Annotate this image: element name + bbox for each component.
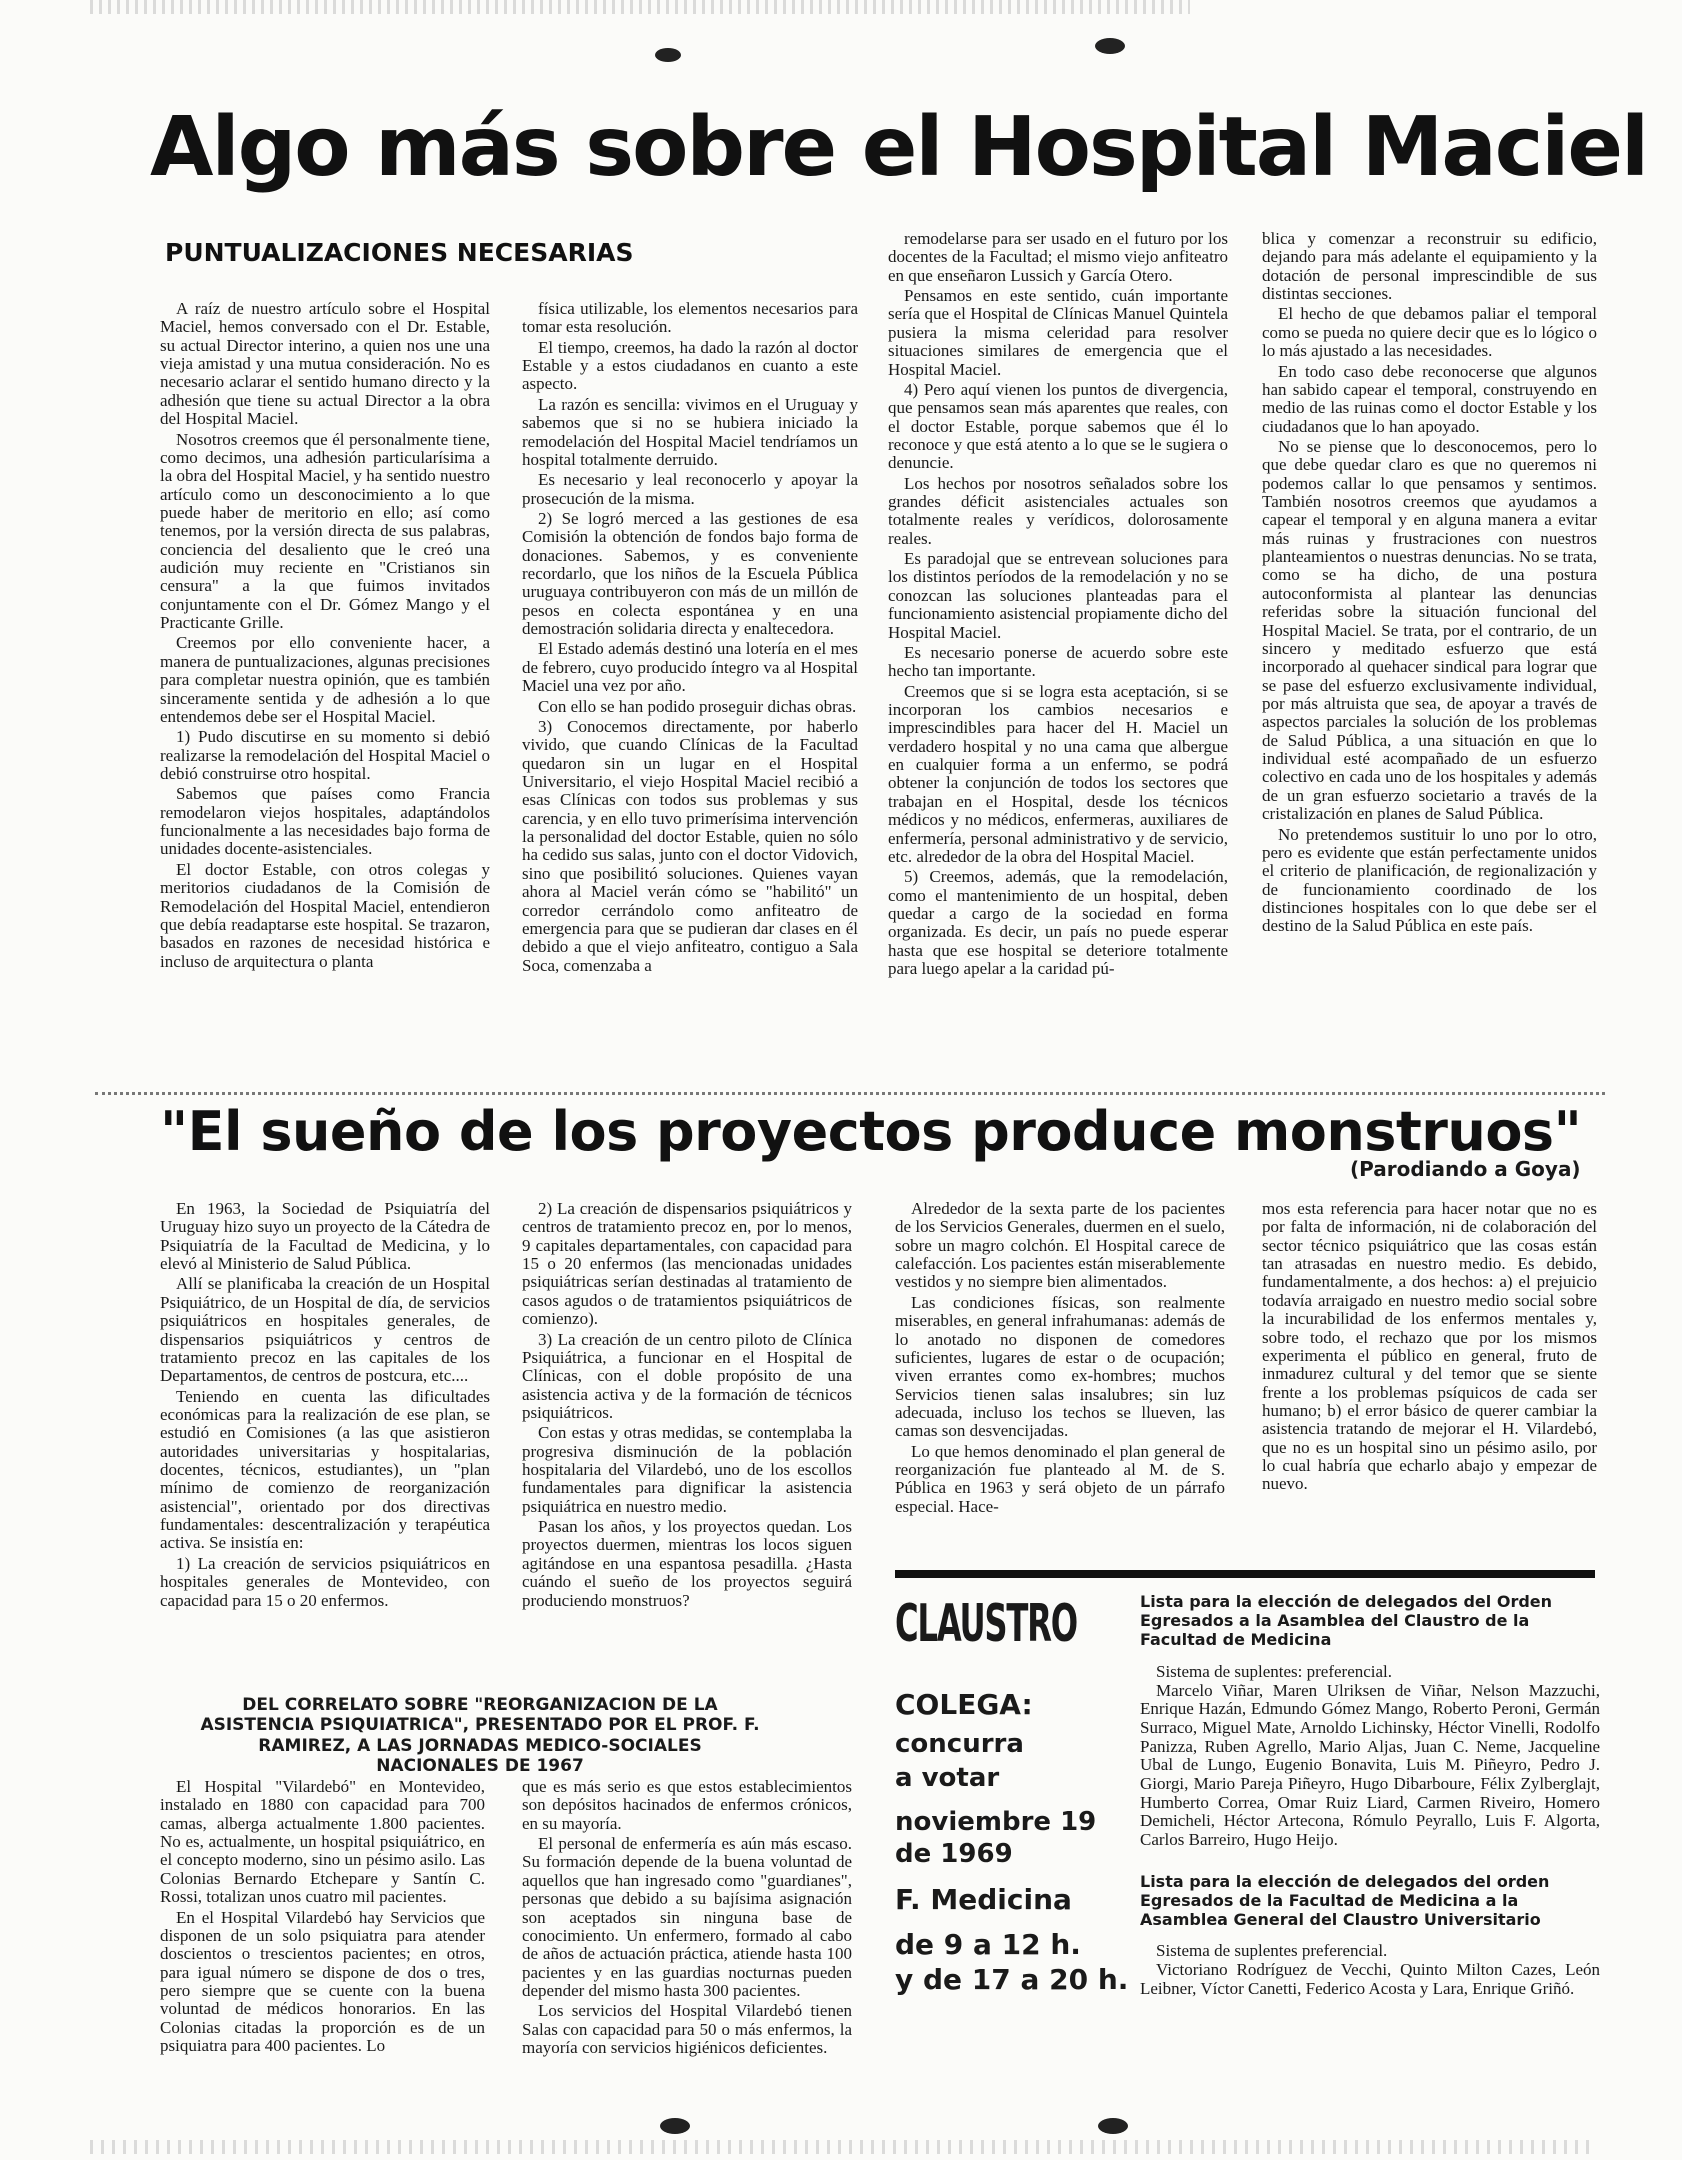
paragraph: 1) La creación de servicios psiquiátricos en hospitales generales de Montevideo, con capacidad para 15 o 20 enfermos.: [160, 1553, 490, 1610]
paragraph: El doctor Estable, con otros colegas y meritorios ciudadanos de la Comisión de Remodelación del Hospital Maciel, entendieron que debía readaptarse este hospital. Se trazaron, basados en razones de necesidad histórica e incluso de arquitectura o planta: [160, 859, 490, 971]
paragraph: Es paradojal que se entrevean soluciones para los distintos períodos de la remodelación y no se conozcan las soluciones planteadas para el funcionamiento asistencial propiamente dicho del Hospital Maciel.: [888, 549, 1228, 642]
paragraph: Pasan los años, y los proyectos quedan. Los proyectos duermen, mientras los locos siguen agitándose en una espantosa pesadilla. ¿Hasta cuándo el sueño de los proyectos seguirá produciendo monstruos?: [522, 1517, 852, 1610]
claustro-top-rule: [895, 1570, 1595, 1578]
article1-col4: [1262, 230, 1597, 938]
paragraph: Sabemos que países como Francia remodelaron viejos hospitales, adaptándolos funcionalmente a las necesidades bajo forma de unidades docente-asistenciales.: [160, 784, 490, 859]
paragraph: Allí se planificaba la creación de un Hospital Psiquiátrico, de un Hospital de día, de servicios psiquiátricos en hospitales generales, de dispensarios psiquiátricos y centros de tratamiento precoz en las capitales de los Departamentos, de centros de postcura, etc....: [160, 1274, 490, 1386]
article3-col2: [522, 1778, 852, 2059]
paragraph: física utilizable, los elementos necesarios para tomar esta resolución.: [522, 299, 858, 337]
article2-byline: (Parodiando a Goya): [1350, 1157, 1581, 1181]
article3-col1: [160, 1778, 485, 2057]
paragraph: En todo caso debe reconocerse que algunos han sabido capear el temporal, construyendo en medio de las ruinas como el doctor Estable y los ciudadanos que lo han apoyado.: [1262, 361, 1597, 436]
paragraph: 4) Pero aquí vienen los puntos de divergencia, que pensamos sean más aparentes que reales, con el doctor Estable, porque sabemos que él lo reconoce y que está atento a lo que se le sugiera o denuncie.: [888, 379, 1228, 473]
paragraph: que es más serio es que estos establecimientos son depósitos hacinados de enfermos crónicos, en su mayoría.: [522, 1777, 852, 1833]
paragraph: 5) Creemos, además, que la remodelación, como el mantenimiento de un hospital, deben quedar a cargo de la sociedad en forma organizada. Es decir, un país no puede esperar hasta que ese hospital se deteriore totalmente para luego apelar a la caridad pú-: [888, 867, 1228, 979]
claustro-line: a votar: [895, 1763, 1000, 1793]
article2-col1: [160, 1200, 490, 1612]
paragraph: El Hospital "Vilardebó" en Montevideo, instalado en 1880 con capacidad para 700 camas, alberga actualmente 1.800 pacientes. No es, actualmente, un hospital psiquiátrico, en el concepto moderno, sino un pésimo asilo. Las Colonias Bernardo Etchepare y Santín C. Rossi, totalizan unos cuatro mil pacientes.: [160, 1777, 485, 1907]
paragraph: blica y comenzar a reconstruir su edificio, dejando para más adelante el equipamiento y la dotación de personal imprescindible de sus distintas secciones.: [1262, 229, 1597, 304]
paragraph: En 1963, la Sociedad de Psiquiatría del Uruguay hizo suyo un proyecto de la Cátedra de Psiquiatría de la Facultad de Medicina, y lo elevó al Ministerio de Salud Pública.: [160, 1199, 490, 1274]
scan-mark: [655, 48, 681, 62]
list1-system: Sistema de suplentes: preferencial.: [1156, 1661, 1393, 1681]
article2-headline: "El sueño de los proyectos produce monstruos": [160, 1100, 1582, 1163]
list1-title: Lista para la elección de delegados del Orden Egresados a la Asamblea del Claustro de la Facultad de Medicina: [1140, 1592, 1553, 1650]
paragraph: Lo que hemos denominado el plan general de reorganización fue planteado al M. de S. Pública en 1963 y será objeto de un párrafo especial. Hace-: [895, 1441, 1225, 1516]
paragraph: Alrededor de la sexta parte de los pacientes de los Servicios Generales, duermen en el suelo, sobre un magro colchón. El Hospital carece de calefacción. Los pacientes están miserablemente vestidos y no siempre bien alimentados.: [895, 1199, 1225, 1292]
claustro-hours: de 9 a 12 h.: [895, 1928, 1081, 1961]
paragraph: Las condiciones físicas, son realmente miserables, en general infrahumanas: además de lo anotado no disponen de comedores suficientes, lugares de estar o de ocupación; viven errantes como ex-hombres; muchos Servicios tienen salas insalubres; sin luz adecuada, incluso los techos se llueven, las camas son desvencijadas.: [895, 1292, 1225, 1441]
paragraph: El personal de enfermería es aún más escaso. Su formación depende de la buena voluntad de aquellos que han ingresado como "guardianes", personas que debido a su bajísima asignación son aceptados sin ninguna base de conocimiento. Un enfermero, formado al cabo de años de actuación práctica, atiende hasta 100 pacientes y en las guardias nocturnas pueden depender del mismo hasta 300 pacientes.: [522, 1834, 852, 2000]
paragraph: El tiempo, creemos, ha dado la razón al doctor Estable y a estos ciudadanos en cuanto a este aspecto.: [522, 337, 858, 394]
article1-col3: [888, 230, 1228, 980]
paragraph: No pretendemos sustituir lo uno por lo otro, pero es evidente que están perfectamente unidos el criterio de planificación, de regionalización y de funcionamiento coordinado de los distinciones hospitales con lo que debe ser el destino de la Salud Pública en este país.: [1262, 824, 1597, 936]
list2-names: Victoriano Rodríguez de Vecchi, Quinto Milton Cazes, León Leibner, Víctor Canetti, Federico Acosta y Lara, Enrique Griñó.: [1140, 1960, 1600, 1998]
article2-col3: [895, 1200, 1225, 1518]
claustro-hours: y de 17 a 20 h.: [895, 1963, 1129, 1996]
article1-subhead: PUNTUALIZACIONES NECESARIAS: [165, 238, 634, 267]
article3-headline: DEL CORRELATO SOBRE "REORGANIZACION DE LA ASISTENCIA PSIQUIATRICA", PRESENTADO POR EL PROF. F. RAMIREZ, A LAS JORNADAS MEDICO-SOCIALES NACIONALES DE 1967: [200, 1695, 760, 1777]
article2-col2: [522, 1200, 852, 1612]
paragraph: 3) Conocemos directamente, por haberlo vivido, que cuando Clínicas de la Facultad quedaron sin un lugar en el Hospital Universitario, el viejo Hospital Maciel recibió a esas Clínicas con todos sus problemas y sus carencia, y en ello tuvo primerísima intervención la personalidad del doctor Estable, quien no sólo ha cedido sus salas, junto con el doctor Vidovich, sino que posibilitó soluciones. Quienes vayan ahora al Maciel verán cómo se "habilitó" un corredor cerrándolo como anfiteatro de emergencia para que se pudieran dar clases en él debido a que el viejo anfiteatro, contiguo a Sala Soca, comenzaba a: [522, 716, 858, 975]
list2-system: Sistema de suplentes preferencial.: [1156, 1941, 1388, 1961]
paragraph: remodelarse para ser usado en el futuro por los docentes de la Facultad; el mismo viejo anfiteatro en que enseñaron Lussich y García Otero.: [888, 229, 1228, 285]
paragraph: Con estas y otras medidas, se contemplaba la progresiva disminución de la población hospitalaria del Vilardebó, uno de los escollos fundamentales para dignificar la asistencia psiquiátrica en nuestro medio.: [522, 1423, 852, 1516]
paragraph: Teniendo en cuenta las dificultades económicas para la realización de ese plan, se estudió en Comisiones (a las que asistieron autoridades universitarias y hospitalarias, docentes, técnicos, estudiantes), un "plan mínimo de comienzo de reorganización asistencial", orientado por dos directivas fundamentales: descentralización y terapéutica activa. Se insistía en:: [160, 1386, 490, 1553]
paragraph: Creemos por ello conveniente hacer, a manera de puntualizaciones, algunas precisiones para completar nuestra opinión, que es también sinceramente sentida y de adhesión a lo que entendemos debe ser el Hospital Maciel.: [160, 633, 490, 726]
paragraph: mos esta referencia para hacer notar que no es por falta de información, ni de colaboración del sector técnico psiquiátrico que las cosas están tan atrasadas en nuestro medio. Es debido, fundamentalmente, a dos hechos: a) el prejuicio todavía arraigado en nuestro medio social sobre la incurabilidad de los enfermos mentales y, sobre todo, el rechazo que por los mismos experimenta el público en general, fruto de inmadurez cultural y del temor que se siente frente a los problemas psíquicos de cada ser humano; b) el error básico de querer cambiar la asistencia tratando de mejorar el H. Vilardebó, que no es un hospital sino un pésimo asilo, por lo cual habría que echarlo abajo y empezar de nuevo.: [1262, 1199, 1597, 1494]
paragraph: A raíz de nuestro artículo sobre el Hospital Maciel, hemos conversado con el Dr. Estable, su actual Director interino, a quien nos une una vieja amistad y una mutua consideración. No es necesario aclarar el sentido humano directo y la adhesión que tiene su actual Director a la obra del Hospital Maciel.: [160, 299, 490, 429]
paragraph: 1) Pudo discutirse en su momento si debió realizarse la remodelación del Hospital Maciel o debió construirse otro hospital.: [160, 727, 490, 783]
paragraph: El Estado además destinó una lotería en el mes de febrero, cuyo producido íntegro va al Hospital Maciel una vez por año.: [522, 639, 858, 696]
claustro-logo: CLAUSTRO: [895, 1594, 1077, 1654]
paragraph: 2) La creación de dispensarios psiquiátricos y centros de tratamiento precoz en, por lo menos, 9 capitales departamentales, con capacidad para 15 o 20 enfermos (las mencionadas unidades psiquiátricas serían destinadas al tratamiento de casos agudos o de tratamientos psiquiátricos de comienzo).: [522, 1199, 852, 1329]
paragraph: 2) Se logró merced a las gestiones de esa Comisión la obtención de fondos bajo forma de donaciones. Sabemos, y es conveniente recordarlo, que los niños de la Escuela Pública uruguaya contribuyeron con más de un millón de pesos en colecta espontánea y en una demostración solidaria directa y enaltecedora.: [522, 508, 858, 639]
paragraph: Pensamos en este sentido, cuán importante sería que el Hospital de Clínicas Manuel Quintela pusiera la misma celeridad para resolver situaciones similares de emergencia que el Hospital Maciel.: [888, 286, 1228, 379]
article1-col2: [522, 300, 858, 977]
claustro-line: concurra: [895, 1729, 1024, 1759]
paragraph: El hecho de que debamos paliar el temporal como se pueda no quiere decir que es lo lógico o lo más ajustado a las necesidades.: [1262, 304, 1597, 361]
article2-col4: [1262, 1200, 1597, 1496]
paragraph: 3) La creación de un centro piloto de Clínica Psiquiátrica, a funcionar en el Hospital de Clínicas, con el doble propósito de una asistencia activa y de la formación de técnicos psiquiátricos.: [522, 1329, 852, 1422]
claustro-lists: [1140, 1592, 1600, 1999]
section-divider: [95, 1092, 1605, 1095]
paragraph: Los servicios del Hospital Vilardebó tienen Salas con capacidad para 50 o más enfermos, la mayoría con servicios higiénicos deficientes.: [522, 2001, 852, 2058]
paragraph: Los hechos por nosotros señalados sobre los grandes déficit asistenciales actuales son totalmente reales y verídicos, dolorosamente reales.: [888, 473, 1228, 548]
article1-col1: [160, 300, 490, 973]
paragraph: No se piense que lo desconocemos, pero lo que debe quedar claro es que no queremos ni podemos callar lo que pensamos y sentimos. También nosotros creemos que ayudamos a capear el temporal y en alguna manera a evitar más ruinas y frustraciones con nuestros planteamientos o nuestras denuncias. No se trata, como se ha dicho, de una postura autoconformista al plantear las denuncias referidas sobre la situación funcional del Hospital Maciel. Se trata, por el contrario, de un sincero y meditado esfuerzo que está incorporado al quehacer sindical para lograr que se pase del esfuerzo exclusivamente individual, por más altruista que sea, de apoyar a través de aspectos parciales la solución de los problemas de Salud Pública, a una situación en que lo individual esté acompañado de un esfuerzo colectivo en cada uno de los hospitales y además de un gran esfuerzo societario a través de la cristalización en planes de Salud Pública.: [1262, 436, 1597, 824]
list2-title: Lista para la elección de delegados del orden Egresados de la Facultad de Medicina a la Asamblea General del Claustro Universitario: [1140, 1871, 1550, 1930]
scan-edge-bottom: [90, 2140, 1590, 2154]
claustro-line: F. Medicina: [895, 1883, 1072, 1916]
paragraph: En el Hospital Vilardebó hay Servicios que disponen de un solo psiquiatra para atender doscientos o trescientos pacientes; en otros, para igual número se dispone de dos o tres, pero siempre que se cuente con la buena voluntad de médicos honorarios. En las Colonias citadas la proporción es de un psiquiatra para 400 pacientes. Lo: [160, 1907, 485, 2056]
paragraph: La razón es sencilla: vivimos en el Uruguay y sabemos que si no se hubiera iniciado la remodelación del Hospital Maciel tendríamos un hospital totalmente derruido.: [522, 394, 858, 469]
paragraph: Es necesario ponerse de acuerdo sobre este hecho tan importante.: [888, 642, 1228, 681]
list1-names: Marcelo Viñar, Maren Ulriksen de Viñar, Nelson Mazzuchi, Enrique Hazán, Edmundo Gómez Mango, Roberto Peroni, Germán Surraco, Miguel Mate, Arnoldo Lichinsky, Héctor Vinelli, Rodolfo Panizza, Ruben Agrello, Mario Aljas, Juan C. Neme, Jacqueline Ubal de Lungo, Eugenio Bonavita, Luis M. Piñeyro, Pedro J. Giorgi, Mario Pareja Piñeyro, Hugo Dibarboure, Félix Zylberglajt, Humberto Correa, Omar Ruiz Liard, Carmen Riveiro, Homero Demicheli, Héctor Artecona, Rómulo Peyrallo, Luis F. Algorta, Carlos Barreiro, Hugo Heijo.: [1140, 1680, 1600, 1850]
scan-mark: [1098, 2118, 1128, 2134]
scan-mark: [660, 2118, 690, 2134]
paragraph: Creemos que si se logra esta aceptación, si se incorporan los cambios necesarios e imprescindibles para hacer del H. Maciel un verdadero hospital y no una cama que albergue en cualquier forma a un enfermo, se podrá obtener la conjunción de todos los sectores que trabajan en el Hospital, desde los técnicos médicos y no médicos, enfermeras, auxiliares de enfermería, personal administrativo y de servicio, etc. alrededor de la obra del Hospital Maciel.: [888, 681, 1228, 866]
claustro-colega: COLEGA:: [895, 1688, 1033, 1721]
paragraph: Nosotros creemos que él personalmente tiene, como decimos, una adhesión particularísima a la obra del Hospital Maciel, y ha sentido nuestro artículo como un desconocimiento a lo que puede haber de meritorio en ello; así como tenemos, por la versión directa de sus palabras, conciencia del desaliento que le creó una audición muy reciente en "Cristianos sin censura" a la que fuimos invitados conjuntamente con el Dr. Gómez Mango y el Practicante Grille.: [160, 429, 490, 633]
paragraph: Es necesario y leal reconocerlo y apoyar la prosecución de la misma.: [522, 470, 858, 508]
paragraph: Con ello se han podido proseguir dichas obras.: [538, 696, 857, 716]
scan-mark: [1095, 38, 1125, 54]
claustro-line: de 1969: [895, 1839, 1013, 1869]
scan-edge-top: [90, 0, 1190, 14]
claustro-panel: [895, 1578, 1129, 2048]
claustro-date: noviembre 19: [895, 1807, 1097, 1837]
article1-headline: Algo más sobre el Hospital Maciel: [150, 100, 1648, 195]
